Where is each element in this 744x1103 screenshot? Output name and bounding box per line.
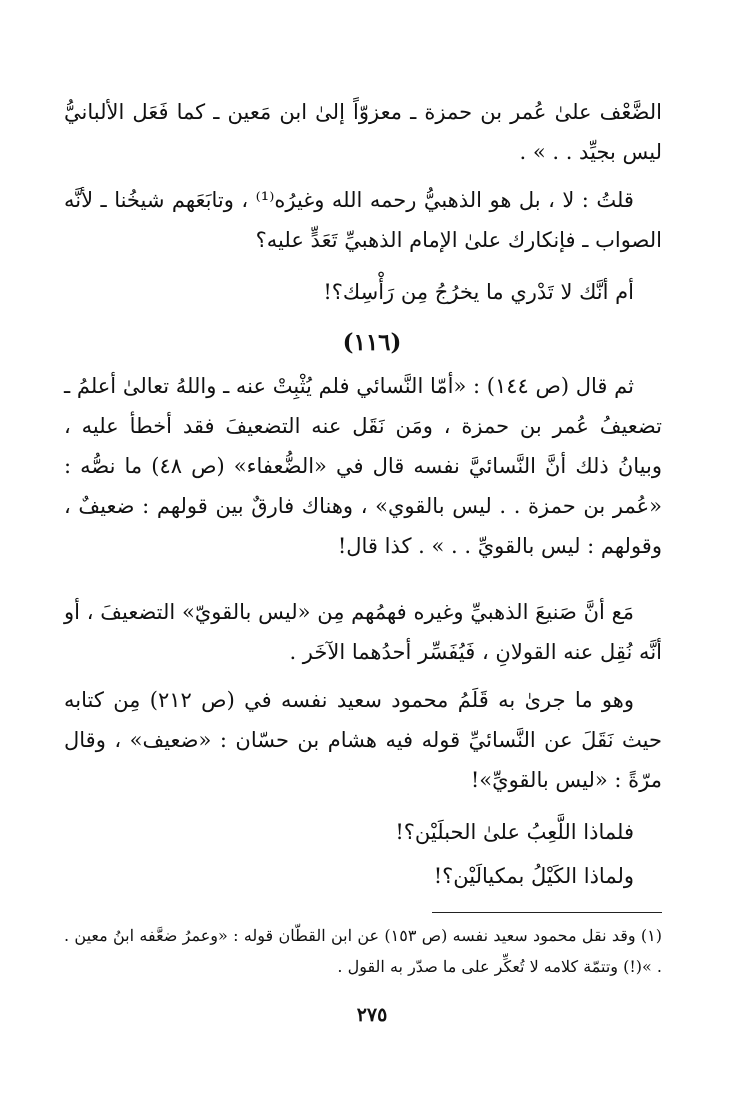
paragraph-2: قلتُ : لا ، بل هو الذهبيُّ رحمه الله وغيرُه⁽¹⁾ ، وتابَعَهم شيخُنا ـ لأنَّه الصواب ـ فإنكارك علىٰ الإمام الذهبيِّ تَعَدٍّ عليه؟ — [64, 188, 662, 252]
paragraph-4: ثم قال (ص ١٤٤) : «أمّا النَّسائي فلم يُثْبِتْ عنه ـ واللهُ تعالىٰ أعلمُ ـ تضعيفُ عُمر بن حمزة ، ومَن نَقَل عنه التضعيفَ فقد أخطأ عليه ، وبيانُ ذلك أنَّ النَّسائيَّ نفسه قال في «الضُّعفاء» (ص ٤٨) ما نصُّه : «عُمر بن حمزة . . ليس بالقوي» ، وهناك فارقٌ بين قولهم : ضعيفٌ ، وقولهم : ليس بالقويِّ . . » . كذا قال! — [64, 374, 662, 558]
paragraph-7: فلماذا اللَّعِبُ علىٰ الحبلَيْن؟! — [395, 820, 634, 844]
paragraph-6: وهو ما جرىٰ به قَلَمُ محمود سعيد نفسه في (ص ٢١٢) مِن كتابه حيث نَقَلَ عن النَّسائيِّ قوله فيه هشام بن حسّان : «ضعيف» ، وقال مرّةً : «ليس بالقويِّ»! — [64, 688, 662, 792]
footnote-divider — [432, 912, 662, 913]
paragraph-1: الضَّعْف علىٰ عُمر بن حمزة ـ معزوّاً إلىٰ ابن مَعين ـ كما فَعَل الألبانيُّ ليس بجيِّد . . » . — [64, 100, 662, 164]
footnote-1: (١) وقد نقل محمود سعيد نفسه (ص ١٥٣) عن ابن القطّان قوله : «وعمرُ ضعَّفه ابنُ معين . . »(!) وتتمّة كلامه لا تُعكِّر على ما صدّر به القول . — [64, 926, 663, 976]
paragraph-5: مَع أنَّ صَنيعَ الذهبيِّ وغيره فهمُهم مِن «ليس بالقويّ» التضعيفَ ، أو أنَّه نُقِل عنه القولانِ ، فَيُفَسِّر أحدُهما الآخَر . — [64, 600, 662, 664]
paragraph-8: ولماذا الكَيْلُ بمكيالَيْن؟! — [433, 864, 634, 888]
page-number: ٢٧٥ — [356, 1004, 388, 1026]
paragraph-3: أم أنَّك لا تَدْري ما يخرُجُ مِن رَأْسِك؟! — [323, 280, 634, 304]
section-heading: (١١٦) — [342, 329, 402, 356]
